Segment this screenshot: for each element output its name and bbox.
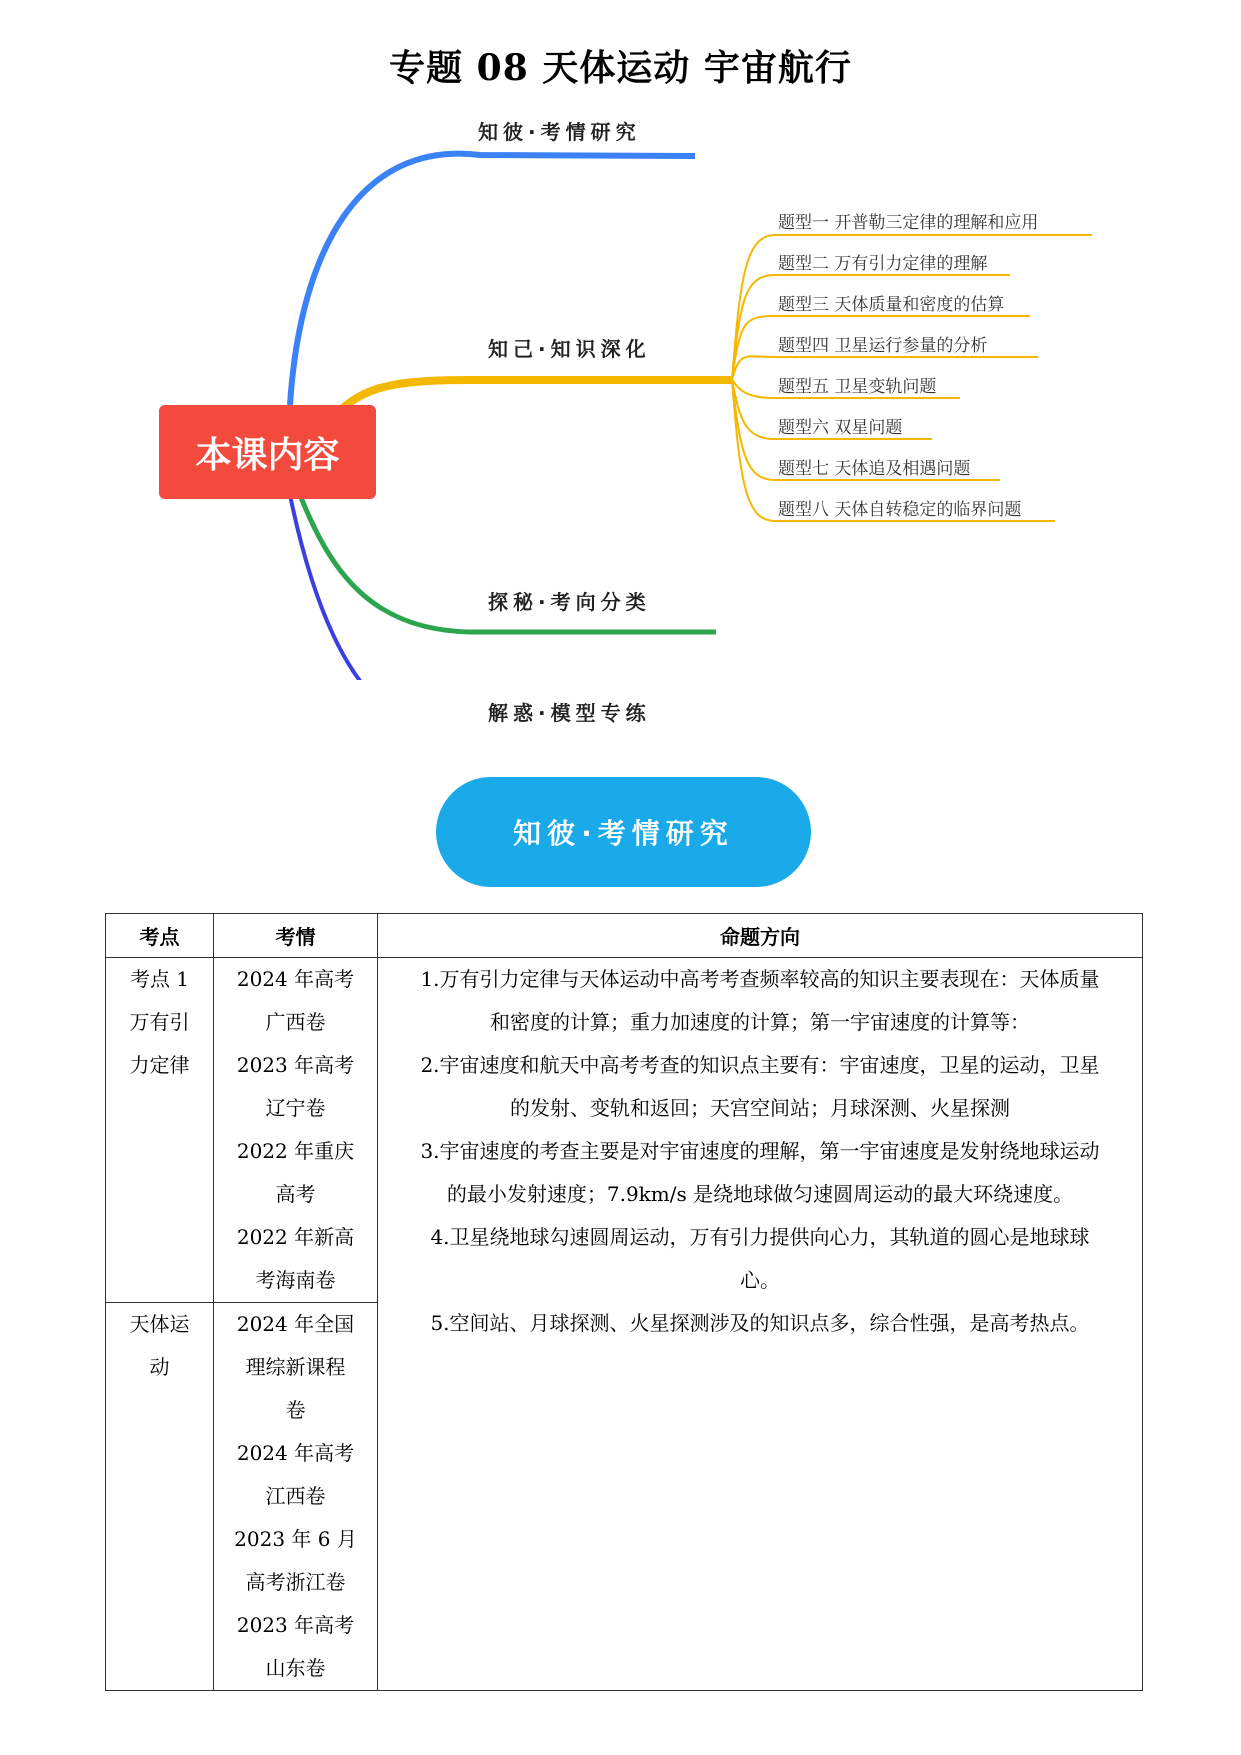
- kaoqing-line: 高考浙江卷: [245, 1570, 346, 1594]
- direction-cell: [378, 958, 1143, 1691]
- sub-item-3: 题型三 天体质量和密度的估算: [778, 295, 1005, 315]
- direction-line: 1.万有引力定律与天体运动中高考考查频率较高的知识主要表现在：天体质量: [420, 967, 1100, 991]
- central-topic: 本课内容: [159, 405, 376, 499]
- branch-label-2: 知己·知识深化: [488, 337, 651, 361]
- page-title: 专题 08 天体运动 宇宙航行: [389, 47, 852, 89]
- direction-line: 2.宇宙速度和航天中高考考查的知识点主要有：宇宙速度，卫星的运动，卫星: [420, 1053, 1100, 1077]
- table-header-row: [106, 914, 1143, 958]
- kaoqing-line: 考海南卷: [255, 1268, 336, 1292]
- sub-item-1: 题型一 开普勒三定律的理解和应用: [778, 213, 1039, 233]
- kaoqing-line: 高考: [275, 1182, 316, 1206]
- branch-label-3: 探秘·考向分类: [488, 590, 651, 614]
- branch-label-4: 解惑·模型专练: [488, 701, 651, 725]
- kaoqing-line: 理综新课程: [245, 1355, 346, 1379]
- direction-line: 心。: [740, 1268, 780, 1292]
- direction-line: 的发射、变轨和返回；天宫空间站；月球深测、火星探测: [510, 1096, 1010, 1120]
- branch-connector-1: [290, 154, 695, 405]
- kaoqing-line: 2024 年高考: [236, 967, 355, 991]
- direction-line: 4.卫星绕地球勾速圆周运动，万有引力提供向心力，其轨道的圆心是地球球: [430, 1225, 1090, 1249]
- kaoqing-line: 辽宁卷: [265, 1096, 326, 1120]
- direction-line: 3.宇宙速度的考查主要是对宇宙速度的理解，第一宇宙速度是发射绕地球运动: [420, 1139, 1100, 1163]
- header-direction: 命题方向: [378, 914, 1143, 958]
- kaodian-cell: [106, 958, 214, 1303]
- kaoqing-line: 山东卷: [265, 1656, 326, 1680]
- header-kaodian: 考点: [106, 914, 214, 958]
- kaoqing-cell: [214, 1303, 378, 1691]
- kaoqing-line: 2023 年高考: [236, 1613, 355, 1637]
- kaoqing-line: 江西卷: [265, 1484, 326, 1508]
- direction-line: 的最小发射速度；7.9km/s 是绕地球做匀速圆周运动的最大环绕速度。: [446, 1182, 1074, 1206]
- kaoqing-line: 2023 年高考: [236, 1053, 355, 1077]
- branch-label-1: 知彼·考情研究: [478, 120, 641, 144]
- direction-line: 和密度的计算；重力加速度的计算；第一宇宙速度的计算等：: [490, 1010, 1030, 1034]
- branch-connector-2: [330, 380, 732, 420]
- sub-item-7: 题型七 天体追及相遇问题: [778, 459, 971, 479]
- kaodian-cell: [106, 1303, 214, 1691]
- kaodian-line: 力定律: [129, 1053, 190, 1077]
- header-kaoqing: 考情: [214, 914, 378, 958]
- kaoqing-line: 2023 年 6 月: [234, 1527, 357, 1551]
- sub-item-8: 题型八 天体自转稳定的临界问题: [778, 500, 1022, 520]
- sub-item-6: 题型六 双星问题: [778, 418, 903, 438]
- kaoqing-line: 2022 年重庆: [236, 1139, 355, 1163]
- kaoqing-line: 2024 年全国: [236, 1312, 355, 1336]
- direction-line: 5.空间站、月球探测、火星探测涉及的知识点多，综合性强，是高考热点。: [430, 1311, 1090, 1335]
- kaoqing-line: 2022 年新高: [236, 1225, 355, 1249]
- kaoqing-line: 广西卷: [265, 1010, 326, 1034]
- kaoqing-cell: [214, 958, 378, 1303]
- exam-analysis-table: [105, 913, 1143, 1691]
- kaodian-line: 万有引: [129, 1010, 190, 1034]
- sub-item-4: 题型四 卫星运行参量的分析: [778, 336, 988, 356]
- table-row: [106, 958, 1143, 1303]
- kaoqing-line: 卷: [285, 1398, 306, 1422]
- kaodian-line: 动: [149, 1355, 170, 1379]
- kaodian-line: 天体运: [129, 1312, 190, 1336]
- section-banner: 知彼·考情研究: [436, 777, 811, 887]
- sub-item-2: 题型二 万有引力定律的理解: [778, 254, 988, 274]
- kaodian-line: 考点 1: [129, 967, 190, 991]
- kaoqing-line: 2024 年高考: [236, 1441, 355, 1465]
- sub-item-5: 题型五 卫星变轨问题: [778, 377, 937, 397]
